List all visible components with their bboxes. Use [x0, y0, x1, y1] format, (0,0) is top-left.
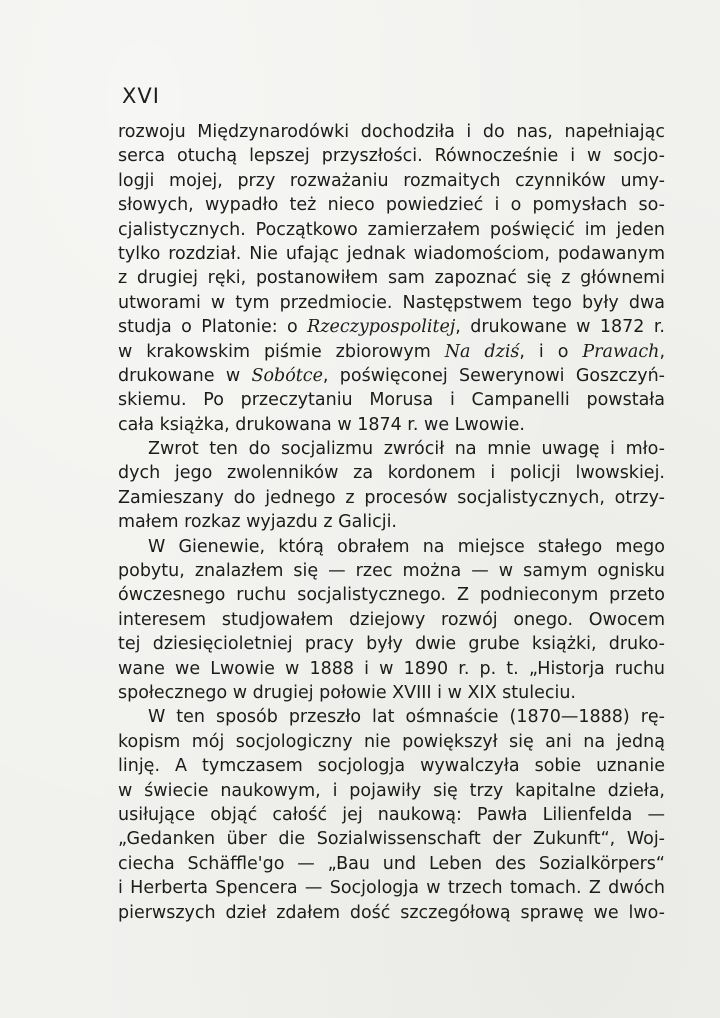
text-line: skiemu. Po przeczytaniu Morusa i Campanelli powstała: [118, 390, 665, 411]
text-span: , poświęconej Sewerynowi Goszczyń-: [322, 365, 665, 386]
text-line: interesem studjowałem dziejowy rozwój onego. Owocem: [118, 609, 665, 630]
text-line: dych jego zwolenników za kordonem i policji lwowskiej.: [118, 463, 665, 484]
text-line: kopism mój socjologiczny nie powiększył się ani na jedną: [118, 731, 665, 752]
italic-title: Prawach: [582, 341, 660, 362]
text-line: logji mojej, przy rozważaniu rozmaitych czynników umy-: [118, 170, 665, 191]
text-line: pobytu, znalazłem się — rzec można — w samym ognisku: [118, 561, 665, 582]
text-line: tylko rozdział. Nie ufając jednak wiadomościom, podawanym: [118, 243, 665, 264]
text-line: usiłujące objąć całość jej naukową: Pawła Lilienfelda —: [118, 804, 665, 825]
text-line: [118, 340, 665, 364]
text-line: wane we Lwowie w 1888 i w 1890 r. p. t. „Historja ruchu: [118, 658, 665, 679]
text-line: serca otuchą lepszej przyszłości. Równocześnie i w socjo-: [118, 146, 665, 167]
text-line: w świecie naukowym, i pojawiły się trzy kapitalne dzieła,: [118, 780, 665, 801]
text-line: cała książka, drukowana w 1874 r. we Lwowie.: [118, 414, 525, 435]
text-line: małem rozkaz wyjazdu z Galicji.: [118, 512, 397, 533]
text-line: z drugiej ręki, postanowiłem sam zapoznać się z głównemi: [118, 268, 665, 289]
text-line: W ten sposób przeszło lat ośmnaście (1870—1888) rę-: [148, 707, 665, 728]
text-line: ciecha Schäffle'go — „Bau und Leben des Sozialkörpers“: [118, 853, 665, 874]
text-line: „Gedanken über die Sozialwissenschaft der Zukunft“, Woj-: [118, 829, 665, 850]
text-line: cjalistycznych. Początkowo zamierzałem poświęcić im jeden: [118, 219, 665, 240]
text-span: ,: [659, 341, 666, 362]
text-line: Zamieszany do jednego z procesów socjalistycznych, otrzy-: [118, 487, 665, 508]
text-line: tej dziesięcioletniej pracy były dwie grube książki, druko-: [118, 634, 665, 655]
text-line: linję. A tymczasem socjologja wywalczyła sobie uznanie: [118, 756, 665, 777]
italic-title: Na dziś: [444, 341, 520, 362]
body-text: [118, 120, 665, 925]
text-line: i Herberta Spencera — Socjologja w trzech tomach. Z dwóch: [118, 878, 665, 899]
text-line: ówczesnego ruchu socjalistycznego. Z podnieconym przeto: [118, 585, 665, 606]
text-line: utworami w tym przedmiocie. Następstwem tego były dwa: [118, 292, 665, 313]
text-span: , drukowane w 1872 r.: [455, 317, 665, 338]
text-line: społecznego w drugiej połowie XVIII i w XIX stuleciu.: [118, 682, 576, 703]
italic-title: Rzeczypospolitej: [307, 317, 456, 338]
text-span: drukowane w: [118, 365, 252, 386]
text-line: pierwszych dzieł zdałem dość szczegółową sprawę we lwo-: [118, 902, 665, 923]
text-line: Zwrot ten do socjalizmu zwrócił na mnie uwagę i mło-: [148, 439, 665, 460]
text-line: [118, 364, 665, 388]
page-number: XVI: [122, 84, 160, 108]
text-line: rozwoju Międzynarodówki dochodziła i do nas, napełniając: [118, 122, 665, 142]
text-line: słowych, wypadło też nieco powiedzieć i o pomysłach so-: [118, 195, 665, 216]
italic-title: Sobótce: [251, 365, 323, 386]
text-line: W Gienewie, którą obrałem na miejsce stałego mego: [148, 536, 665, 557]
text-span: w krakowskim piśmie zbiorowym: [118, 341, 445, 362]
text-span: studja o Platonie: o: [118, 317, 308, 338]
text-line: [118, 315, 665, 339]
text-span: , i o: [519, 341, 583, 362]
